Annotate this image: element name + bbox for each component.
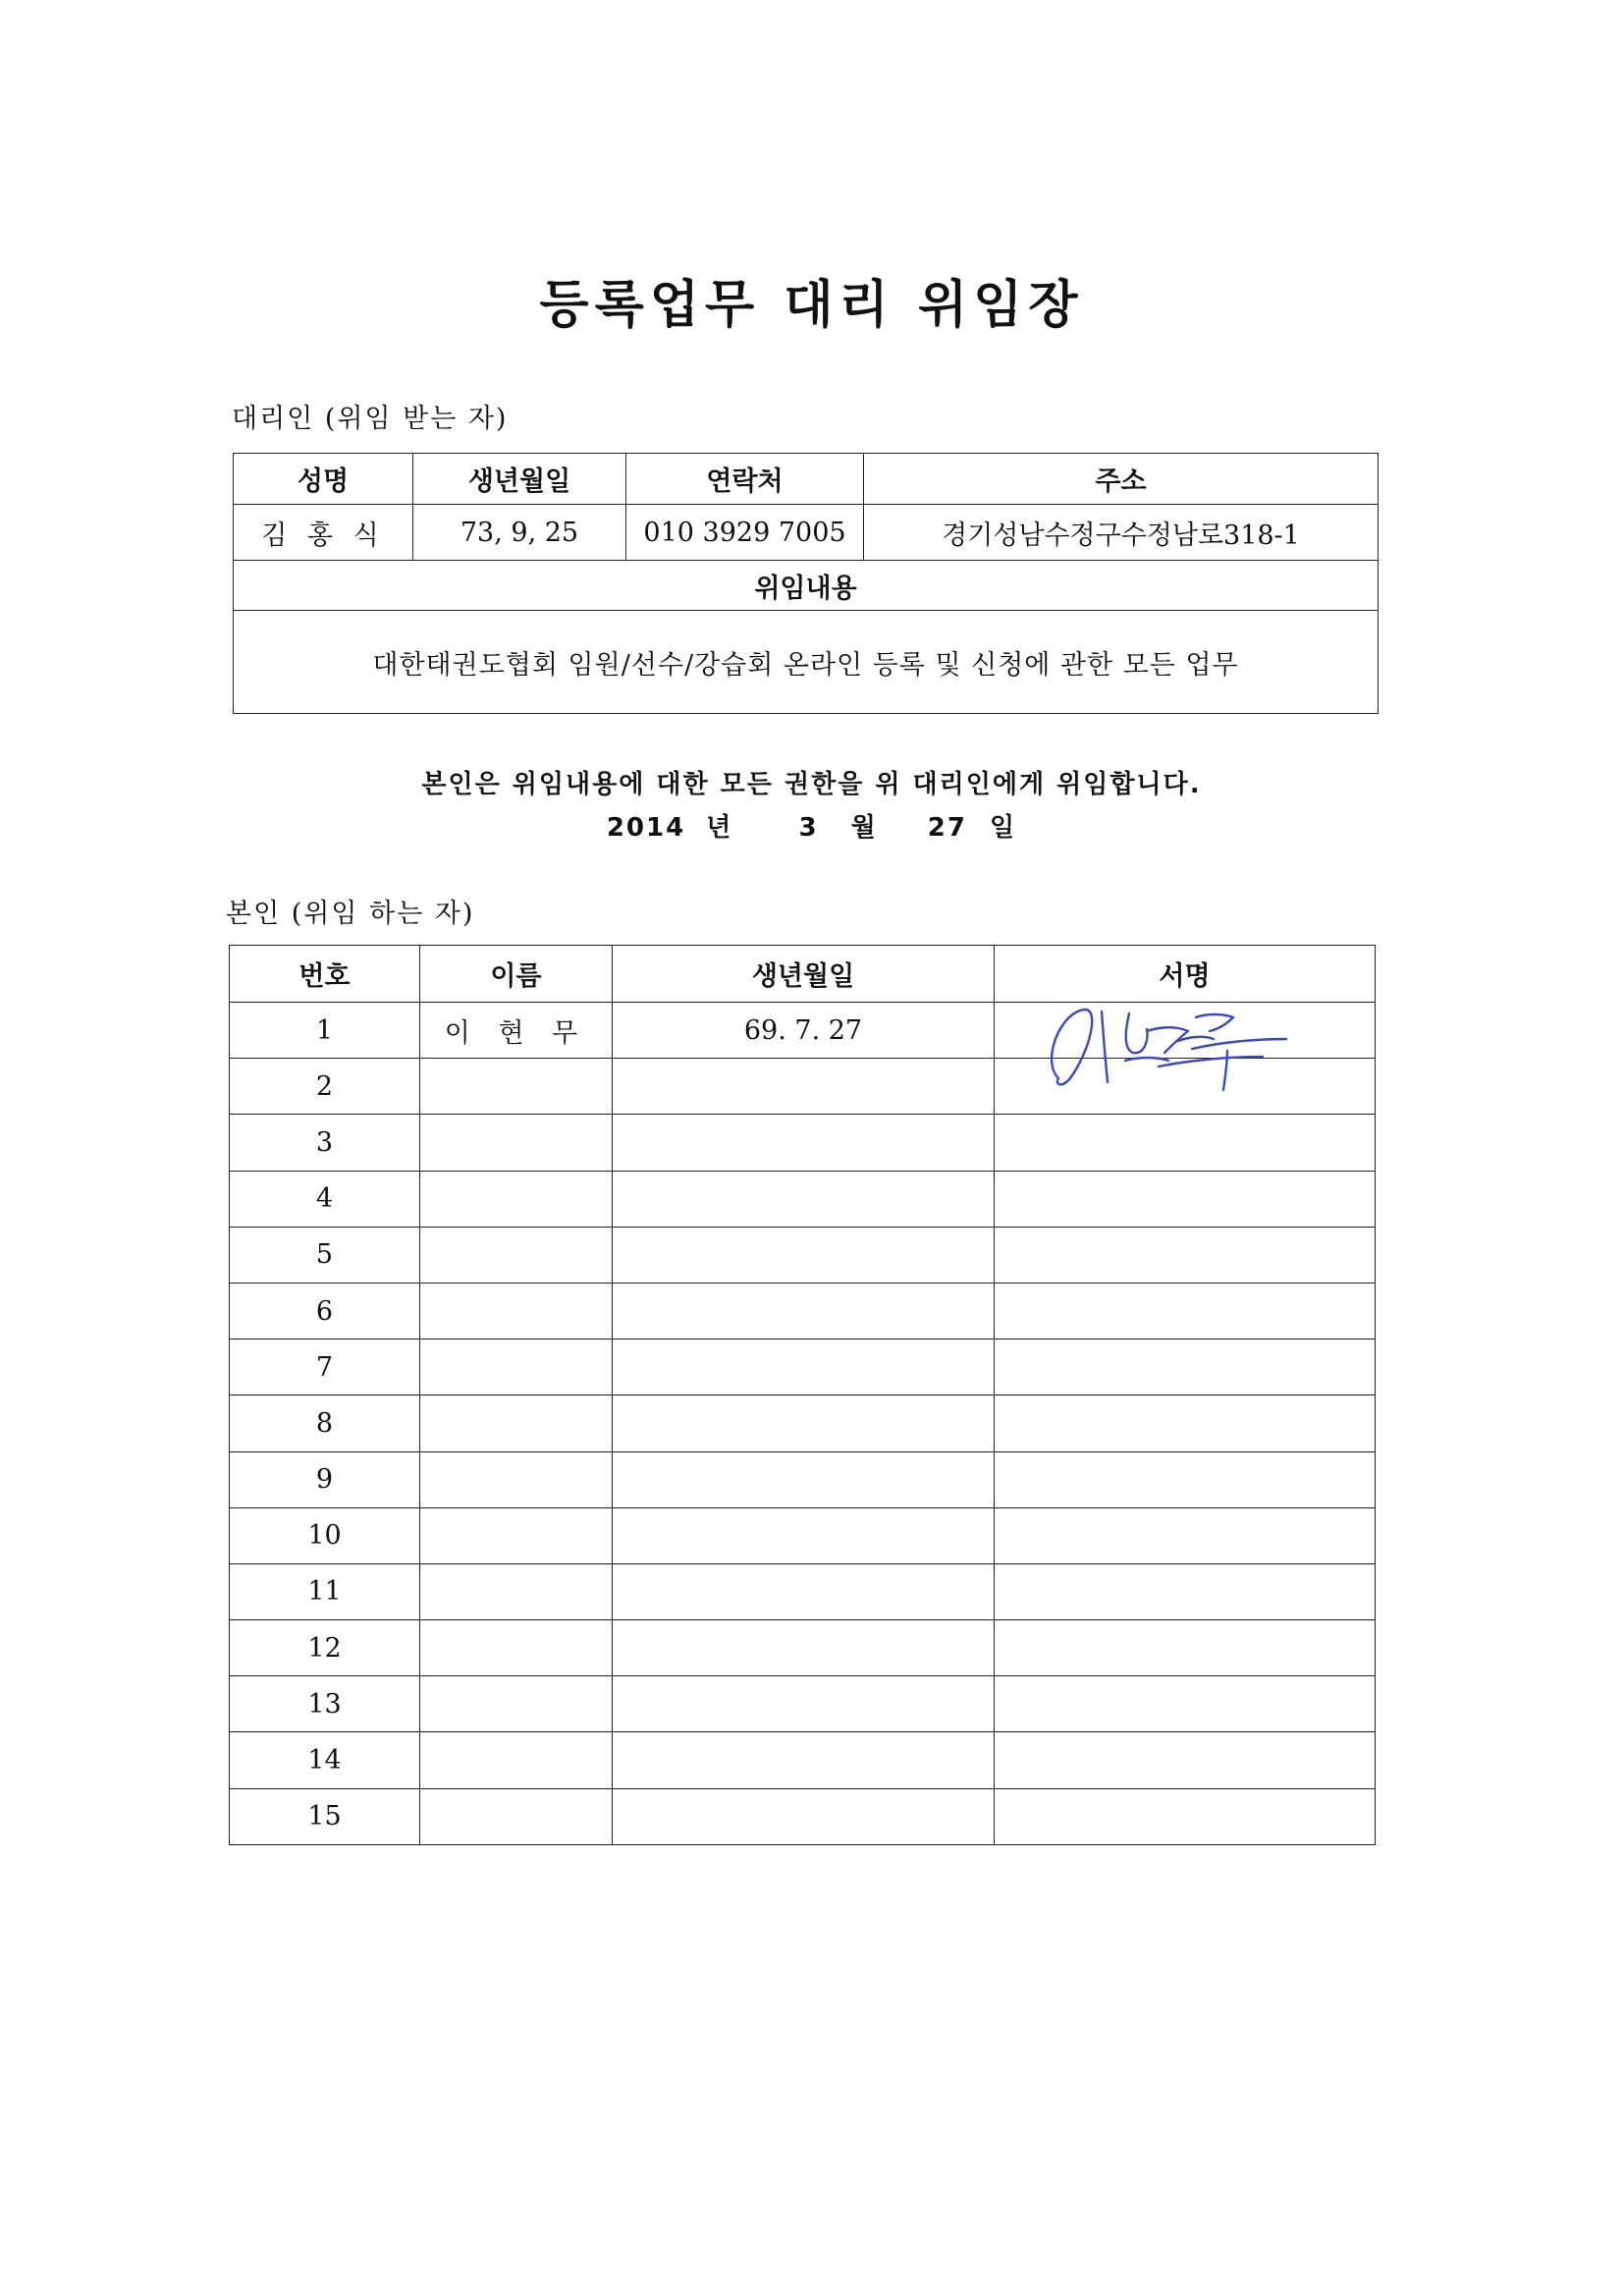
row-signature [995, 1003, 1376, 1059]
row-birth [613, 1059, 995, 1115]
row-no: 7 [230, 1339, 420, 1395]
row-no: 2 [230, 1059, 420, 1115]
agent-section-label: 대리인 (위임 받는 자) [232, 404, 509, 434]
principal-header-name: 이름 [420, 946, 613, 1003]
row-birth [613, 1283, 995, 1339]
row-signature [995, 1227, 1376, 1283]
agent-phone: 010 3929 7005 [626, 505, 864, 561]
row-birth [613, 1339, 995, 1395]
row-no: 8 [230, 1395, 420, 1451]
row-birth [613, 1395, 995, 1451]
table-row [230, 1339, 1376, 1395]
row-no: 12 [230, 1620, 420, 1676]
row-name [420, 1788, 613, 1844]
table-row [230, 1451, 1376, 1507]
table-row [230, 1171, 1376, 1227]
table-row [230, 1227, 1376, 1283]
row-name [420, 1395, 613, 1451]
row-no: 11 [230, 1563, 420, 1619]
row-name [420, 1507, 613, 1563]
row-name [420, 1339, 613, 1395]
row-name [420, 1732, 613, 1788]
row-signature [995, 1059, 1376, 1115]
row-no: 10 [230, 1507, 420, 1563]
table-row [230, 1507, 1376, 1563]
row-signature [995, 1732, 1376, 1788]
row-name [420, 1451, 613, 1507]
delegation-content: 대한태권도협회 임원/선수/강습회 온라인 등록 및 신청에 관한 모든 업무 [234, 611, 1379, 714]
table-row [230, 1732, 1376, 1788]
row-no: 5 [230, 1227, 420, 1283]
row-signature [995, 1395, 1376, 1451]
row-birth [613, 1563, 995, 1619]
statement-date [0, 807, 1623, 844]
row-name [420, 1676, 613, 1732]
row-no: 14 [230, 1732, 420, 1788]
date-day-unit: 일 [990, 813, 1017, 843]
row-name [420, 1227, 613, 1283]
row-birth [613, 1451, 995, 1507]
agent-header-phone: 연락처 [626, 454, 864, 505]
table-row [230, 1395, 1376, 1451]
row-signature [995, 1115, 1376, 1171]
date-month: 3 [798, 813, 819, 843]
date-year-unit: 년 [706, 813, 733, 843]
row-signature [995, 1620, 1376, 1676]
table-row [230, 1620, 1376, 1676]
date-month-unit: 월 [850, 813, 878, 843]
row-no: 13 [230, 1676, 420, 1732]
table-row [230, 1283, 1376, 1339]
principal-table [229, 945, 1376, 1845]
row-no: 15 [230, 1788, 420, 1844]
row-name: 이 현 무 [420, 1003, 613, 1059]
delegation-statement: 본인은 위임내용에 대한 모든 권한을 위 대리인에게 위임합니다. [421, 770, 1202, 799]
principal-header-no: 번호 [230, 946, 420, 1003]
row-birth [613, 1788, 995, 1844]
row-birth [613, 1115, 995, 1171]
row-name [420, 1115, 613, 1171]
agent-address: 경기성남수정구수정남로318-1 [864, 505, 1379, 561]
delegation-header: 위임내용 [234, 561, 1379, 611]
agent-birth: 73, 9, 25 [413, 505, 626, 561]
table-row [230, 1788, 1376, 1844]
row-signature [995, 1451, 1376, 1507]
agent-name: 김 홍 식 [234, 505, 413, 561]
row-name [420, 1563, 613, 1619]
principal-section-label: 본인 (위임 하는 자) [226, 899, 475, 929]
agent-header-birth: 생년월일 [413, 454, 626, 505]
table-row [230, 1676, 1376, 1732]
agent-table [233, 453, 1379, 714]
row-birth [613, 1732, 995, 1788]
agent-header-name: 성명 [234, 454, 413, 505]
row-birth: 69. 7. 27 [613, 1003, 995, 1059]
principal-header-signature: 서명 [995, 946, 1376, 1003]
row-no: 4 [230, 1171, 420, 1227]
agent-header-address: 주소 [864, 454, 1379, 505]
row-birth [613, 1171, 995, 1227]
table-row [230, 1115, 1376, 1171]
row-no: 1 [230, 1003, 420, 1059]
principal-header-birth: 생년월일 [613, 946, 995, 1003]
row-signature [995, 1339, 1376, 1395]
row-signature [995, 1507, 1376, 1563]
table-row [230, 1003, 1376, 1059]
row-birth [613, 1620, 995, 1676]
row-name [420, 1283, 613, 1339]
row-signature [995, 1171, 1376, 1227]
table-row [230, 1563, 1376, 1619]
row-no: 9 [230, 1451, 420, 1507]
row-name [420, 1059, 613, 1115]
table-row [230, 1059, 1376, 1115]
row-signature [995, 1283, 1376, 1339]
row-name [420, 1620, 613, 1676]
row-name [420, 1171, 613, 1227]
date-day: 27 [927, 813, 967, 843]
row-no: 3 [230, 1115, 420, 1171]
row-birth [613, 1227, 995, 1283]
row-signature [995, 1788, 1376, 1844]
row-birth [613, 1507, 995, 1563]
row-signature [995, 1563, 1376, 1619]
row-no: 6 [230, 1283, 420, 1339]
row-birth [613, 1676, 995, 1732]
date-year: 2014 [606, 813, 686, 843]
row-signature [995, 1676, 1376, 1732]
document-title: 등록업무 대리 위임장 [539, 276, 1084, 335]
